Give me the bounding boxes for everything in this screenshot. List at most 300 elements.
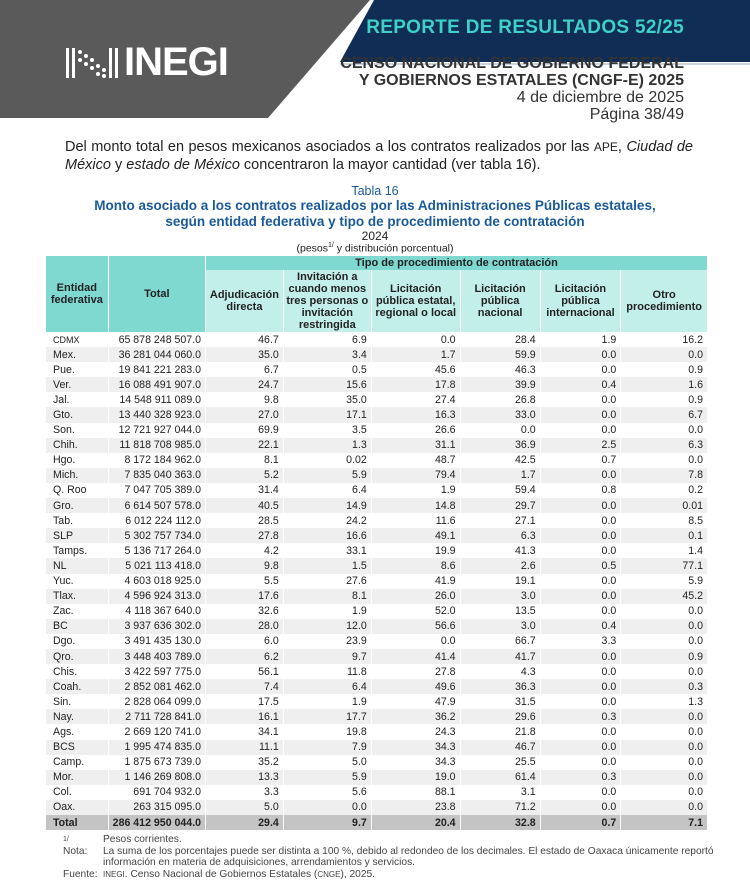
value-cell: 4 603 018 925.0	[124, 575, 202, 588]
table-row	[46, 438, 707, 453]
entity-cell: Mor.	[46, 770, 108, 785]
value-cell: 17.8	[372, 377, 460, 392]
value-cell: 5.9	[284, 468, 371, 483]
table-row	[46, 513, 707, 528]
fuente-text: ), 2025.	[340, 868, 376, 880]
entity-cell: Dgo.	[53, 635, 76, 648]
table-row	[46, 483, 707, 498]
fuente-cnge: CNGE	[317, 869, 341, 879]
value-cell: 5.9	[688, 575, 703, 588]
table-units	[0, 242, 750, 255]
units-footnote-ref: 1/	[328, 242, 334, 249]
value-cell: 59.9	[461, 347, 540, 362]
value-cell: 12 721 927 044.0	[118, 424, 202, 437]
value-cell: 2 852 081 462.0	[109, 679, 205, 694]
intro-ape: APE	[593, 140, 618, 154]
entity-cell: Jal.	[53, 393, 70, 406]
value-cell: 0.0	[541, 740, 621, 755]
value-cell: 0.0	[601, 393, 617, 406]
value-cell: 1 146 269 808.0	[109, 770, 205, 785]
value-cell: 3.4	[284, 347, 371, 362]
value-cell: 0.5	[352, 363, 367, 376]
entity-cell: Tlax.	[46, 589, 108, 604]
value-cell: 0.0	[621, 347, 707, 362]
value-cell: 5.9	[284, 770, 371, 785]
value-cell: 3.5	[352, 424, 367, 437]
value-cell: 0.4	[541, 377, 621, 392]
value-cell: 19.9	[434, 544, 456, 557]
value-cell: 27.4	[434, 393, 456, 406]
value-cell: 52.0	[434, 605, 456, 618]
table-row	[46, 453, 707, 468]
entity-cell: Sin.	[53, 695, 72, 708]
value-cell: 0.9	[621, 649, 707, 664]
table-row	[46, 407, 707, 422]
table-row	[46, 604, 707, 619]
inegi-logo	[66, 40, 228, 85]
value-cell: 28.0	[206, 619, 283, 634]
table-title-line1: Monto asociado a los contratos realizados por las Administraciones Públicas estatales,	[94, 198, 656, 213]
value-cell: 0.0	[688, 756, 703, 769]
value-cell: 0.0	[688, 635, 703, 648]
header-invitacion: Invitación a cuando menos tres personas o invitación restringida	[284, 270, 371, 332]
report-number: REPORTE DE RESULTADOS 52/25	[366, 17, 684, 38]
value-cell: 2 669 120 741.0	[124, 725, 202, 738]
fuente-inegi: INEGI	[103, 869, 125, 879]
table-year: 2024	[361, 229, 389, 243]
value-cell: 27.6	[346, 575, 367, 588]
value-cell: 3 491 435 130.0	[124, 635, 202, 648]
fuente-key: Fuente:	[63, 868, 98, 880]
value-cell: 0.0	[541, 679, 621, 694]
total-value: 20.4	[372, 815, 460, 830]
value-cell: 9.8	[264, 393, 279, 406]
intro-text: concentraron la mayor cantidad (ver tabla 16).	[239, 157, 541, 173]
value-cell: 3.0	[461, 589, 540, 604]
table-row	[46, 423, 707, 438]
value-cell: 41.3	[515, 544, 536, 557]
value-cell: 56.6	[372, 619, 460, 634]
table-row	[46, 664, 707, 679]
table-row	[46, 498, 707, 513]
header-otro: Otro procedimiento	[621, 270, 707, 332]
value-cell: 23.9	[346, 635, 367, 648]
table-row	[46, 800, 707, 815]
table-row	[46, 649, 707, 664]
value-cell: 2 711 728 841.0	[109, 709, 205, 724]
value-cell: 1 875 673 739.0	[124, 756, 202, 769]
census-header	[340, 55, 684, 123]
value-cell: 0.0	[621, 709, 707, 724]
entity-cell: Oax.	[46, 800, 108, 815]
report-date: 4 de diciembre de 2025	[516, 89, 684, 106]
value-cell: 16.1	[206, 709, 283, 724]
value-cell: 36.3	[461, 679, 540, 694]
value-cell: 13.5	[515, 605, 536, 618]
value-cell: 3.3	[601, 635, 617, 648]
value-cell: 65 878 248 507.0	[118, 333, 202, 346]
value-cell: 22.1	[206, 438, 283, 453]
value-cell: 31.1	[372, 438, 460, 453]
value-cell: 31.5	[515, 695, 536, 708]
value-cell: 17.1	[284, 407, 371, 422]
value-cell: 0.4	[541, 619, 621, 634]
value-cell: 77.1	[621, 558, 707, 573]
value-cell: 24.2	[346, 514, 367, 527]
value-cell: 691 704 932.0	[133, 786, 202, 799]
value-cell: 7.8	[621, 468, 707, 483]
value-cell: 29.6	[461, 709, 540, 724]
value-cell: 1 995 474 835.0	[109, 740, 205, 755]
value-cell: 5 136 717 264.0	[124, 544, 202, 557]
value-cell: 17.7	[284, 709, 371, 724]
table-row	[46, 468, 707, 483]
value-cell: 48.7	[434, 454, 456, 467]
value-cell: 39.9	[461, 377, 540, 392]
header-licitacion-estatal: Licitación pública estatal, regional o local	[372, 270, 460, 332]
table-row	[46, 362, 707, 377]
value-cell: 40.5	[206, 498, 283, 513]
header-entidad: Entidad federativa	[46, 256, 108, 332]
value-cell: 23.8	[372, 800, 460, 815]
value-cell: 1.6	[621, 377, 707, 392]
value-cell: 0.3	[621, 679, 707, 694]
value-cell: 16 088 491 907.0	[109, 377, 205, 392]
entity-cell: Q. Roo	[53, 484, 87, 497]
value-cell: 41.4	[372, 649, 460, 664]
table-row	[46, 694, 707, 709]
entity-cell: Ags.	[53, 725, 75, 738]
value-cell: 6.4	[352, 484, 367, 497]
value-cell: 5 021 113 418.0	[109, 558, 205, 573]
value-cell: 1.7	[461, 468, 540, 483]
table-row	[46, 543, 707, 558]
value-cell: 34.3	[434, 756, 456, 769]
value-cell: 34.1	[258, 725, 279, 738]
value-cell: 7.4	[206, 679, 283, 694]
total-label: Total	[46, 815, 108, 830]
value-cell: 0.0	[541, 347, 621, 362]
value-cell: 47.9	[434, 695, 456, 708]
total-value: 0.7	[541, 815, 621, 830]
table-row	[46, 724, 707, 739]
value-cell: 6.7	[621, 407, 707, 422]
table-row	[46, 377, 707, 392]
value-cell: 1.5	[284, 558, 371, 573]
value-cell: 46.7	[258, 333, 279, 346]
value-cell: 0.0	[284, 800, 371, 815]
value-cell: 69.9	[258, 424, 279, 437]
intro-text: Del monto total en pesos mexicanos asociados a los contratos realizados por las	[65, 139, 594, 155]
value-cell: 0.0	[688, 725, 703, 738]
value-cell: 16.2	[682, 333, 703, 346]
value-cell: 6.3	[461, 528, 540, 543]
value-cell: 11.6	[435, 514, 456, 527]
value-cell: 36 281 044 060.0	[109, 347, 205, 362]
header-adjudicacion: Adjudicación directa	[206, 270, 283, 332]
value-cell: 49.1	[372, 528, 460, 543]
value-cell: 6.0	[264, 635, 279, 648]
value-cell: 0.7	[601, 454, 617, 467]
value-cell: 14.9	[284, 498, 371, 513]
value-cell: 71.2	[461, 800, 540, 815]
value-cell: 4 596 924 313.0	[109, 589, 205, 604]
value-cell: 1.9	[352, 695, 367, 708]
value-cell: 0.0	[440, 635, 456, 648]
value-cell: 3 422 597 775.0	[124, 665, 202, 678]
entity-cell: BCS	[46, 740, 108, 755]
value-cell: 1.9	[440, 484, 456, 497]
value-cell: 27.8	[434, 665, 456, 678]
value-cell: 2.6	[461, 558, 540, 573]
value-cell: 1.9	[352, 605, 367, 618]
value-cell: 33.0	[461, 407, 540, 422]
value-cell: 15.6	[284, 377, 371, 392]
value-cell: 17.6	[206, 589, 283, 604]
value-cell: 3 448 403 789.0	[109, 649, 205, 664]
value-cell: 12.0	[284, 619, 371, 634]
value-cell: 0.0	[601, 605, 617, 618]
value-cell: 32.6	[258, 605, 279, 618]
table-title	[0, 198, 750, 229]
value-cell: 24.3	[434, 725, 456, 738]
value-cell: 9.7	[284, 649, 371, 664]
table-row	[46, 589, 707, 604]
value-cell: 19 841 221 283.0	[118, 363, 202, 376]
units-text: (pesos	[296, 242, 328, 255]
inegi-logo-text: INEGI	[124, 40, 228, 84]
value-cell: 25.5	[515, 756, 536, 769]
entity-cell: Coah.	[46, 679, 108, 694]
value-cell: 8.1	[264, 454, 279, 467]
entity-cell: Gro.	[46, 498, 108, 513]
value-cell: 5 302 757 734.0	[109, 528, 205, 543]
value-cell: 6.4	[284, 679, 371, 694]
table-row	[46, 679, 707, 694]
total-value: 9.7	[284, 815, 371, 830]
value-cell: 4.3	[520, 665, 536, 678]
value-cell: 0.1	[621, 528, 707, 543]
value-cell: 0.0	[621, 619, 707, 634]
intro-text: y	[110, 157, 127, 173]
value-cell: 3.1	[520, 786, 536, 799]
value-cell: 41.9	[434, 575, 456, 588]
value-cell: 2.5	[541, 438, 621, 453]
value-cell: 4.2	[264, 544, 279, 557]
value-cell: 0.0	[601, 665, 617, 678]
value-cell: 0.3	[541, 770, 621, 785]
value-cell: 0.0	[621, 740, 707, 755]
value-cell: 79.4	[372, 468, 460, 483]
value-cell: 16.3	[372, 407, 460, 422]
table-row	[46, 770, 707, 785]
nota-text: La suma de los porcentajes puede ser distinta a 100 %, debido al redondeo de los decimales. El estado de Oaxaca únicamente reportó información en materia de adquisiciones, arrendamientos y servicios.	[103, 845, 714, 868]
value-cell: 46.7	[461, 740, 540, 755]
value-cell: 0.0	[621, 800, 707, 815]
value-cell: 0.0	[601, 424, 617, 437]
value-cell: 0.0	[601, 544, 617, 557]
value-cell: 6.7	[264, 363, 279, 376]
value-cell: 35.0	[206, 347, 283, 362]
entity-cell: Zac.	[53, 605, 74, 618]
table-title-line2: según entidad federativa y tipo de procedimiento de contratación	[165, 213, 585, 229]
entity-cell: Chih.	[46, 438, 108, 453]
value-cell: 34.3	[372, 740, 460, 755]
value-cell: 0.0	[601, 575, 617, 588]
value-cell: 5.6	[352, 786, 367, 799]
value-cell: 1.9	[601, 333, 617, 346]
total-value: 32.8	[461, 815, 540, 830]
value-cell: 27.1	[515, 514, 536, 527]
value-cell: 66.7	[515, 635, 536, 648]
value-cell: 2 828 064 099.0	[124, 695, 202, 708]
entity-cell: Gto.	[46, 407, 108, 422]
value-cell: 3.3	[264, 786, 279, 799]
intro-text: ,	[617, 139, 627, 155]
value-cell: 27.8	[206, 528, 283, 543]
total-row	[46, 815, 707, 830]
entity-cell: Yuc.	[53, 575, 74, 588]
table-row	[46, 574, 707, 589]
entity-cell: CDMX	[53, 334, 80, 345]
contracts-table	[45, 256, 708, 830]
census-title-line1: CENSO NACIONAL DE GOBIERNO FEDERAL	[340, 55, 684, 72]
value-cell: 0.0	[601, 695, 617, 708]
value-cell: 0.0	[440, 333, 456, 346]
header-licitacion-internacional: Licitación pública internacional	[541, 270, 621, 332]
value-cell: 49.6	[372, 679, 460, 694]
units-text: y distribución porcentual)	[333, 242, 454, 255]
value-cell: 8.1	[284, 589, 371, 604]
value-cell: 0.0	[541, 649, 621, 664]
value-cell: 0.5	[541, 558, 621, 573]
table-row	[46, 709, 707, 724]
value-cell: 8 172 184 962.0	[124, 454, 202, 467]
value-cell: 0.02	[346, 454, 367, 467]
value-cell: 11 818 708 985.0	[109, 438, 205, 453]
value-cell: 61.4	[461, 770, 540, 785]
table-row	[46, 347, 707, 362]
total-value: 29.4	[206, 815, 283, 830]
nota-key: Nota:	[63, 845, 88, 857]
table-row	[46, 755, 707, 770]
entity-cell: Son.	[53, 424, 75, 437]
value-cell: 6.9	[352, 333, 367, 346]
value-cell: 45.2	[621, 589, 707, 604]
entity-cell: BC	[46, 619, 108, 634]
value-cell: 5.0	[352, 756, 367, 769]
total-value: 286 412 950 044.0	[109, 815, 205, 830]
value-cell: 26.8	[515, 393, 536, 406]
value-cell: 33.1	[346, 544, 367, 557]
census-title-line2: Y GOBIERNOS ESTATALES (CNGF-E) 2025	[358, 72, 684, 89]
entity-cell: Camp.	[53, 756, 85, 769]
entity-cell: Pue.	[53, 363, 75, 376]
value-cell: 29.7	[461, 498, 540, 513]
entity-cell: Nay.	[46, 709, 108, 724]
entity-cell: Hgo.	[53, 454, 76, 467]
value-cell: 0.0	[541, 407, 621, 422]
value-cell: 31.4	[258, 484, 279, 497]
value-cell: 6.2	[206, 649, 283, 664]
value-cell: 0.9	[688, 363, 703, 376]
value-cell: 0.0	[621, 770, 707, 785]
value-cell: 0.0	[601, 756, 617, 769]
value-cell: 19.0	[372, 770, 460, 785]
value-cell: 59.4	[515, 484, 536, 497]
value-cell: 6 012 224 112.0	[125, 514, 202, 527]
table-row	[46, 785, 707, 800]
value-cell: 14 548 911 089.0	[119, 393, 202, 406]
value-cell: 28.5	[258, 514, 279, 527]
value-cell: 0.0	[541, 498, 621, 513]
header-procedure-type: Tipo de procedimiento de contratación	[206, 256, 707, 270]
value-cell: 0.0	[688, 786, 703, 799]
table-row	[46, 634, 707, 649]
value-cell: 8.5	[688, 514, 703, 527]
value-cell: 46.3	[515, 363, 536, 376]
entity-cell: Ver.	[46, 377, 108, 392]
value-cell: 7 835 040 363.0	[109, 468, 205, 483]
value-cell: 3 937 636 302.0	[109, 619, 205, 634]
value-cell: 0.0	[601, 725, 617, 738]
entity-cell: Qro.	[46, 649, 108, 664]
value-cell: 0.01	[621, 498, 707, 513]
total-value: 7.1	[621, 815, 707, 830]
header-licitacion-nacional: Licitación pública nacional	[461, 270, 540, 332]
entity-cell: Tamps.	[53, 544, 88, 557]
value-cell: 0.0	[541, 589, 621, 604]
value-cell: 0.0	[520, 424, 536, 437]
table-row	[46, 558, 707, 573]
entity-cell: NL	[46, 558, 108, 573]
value-cell: 24.7	[206, 377, 283, 392]
table-row	[46, 528, 707, 543]
value-cell: 19.1	[515, 575, 536, 588]
value-cell: 6.3	[621, 438, 707, 453]
value-cell: 5.2	[206, 468, 283, 483]
value-cell: 45.6	[434, 363, 456, 376]
value-cell: 5.0	[206, 800, 283, 815]
value-cell: 11.8	[346, 665, 367, 678]
value-cell: 19.8	[346, 725, 367, 738]
entity-cell: Chis.	[53, 665, 78, 678]
entity-cell: Tab.	[53, 514, 74, 527]
value-cell: 0.8	[601, 484, 617, 497]
entity-cell: Col.	[53, 786, 72, 799]
value-cell: 0.3	[541, 709, 621, 724]
table-row	[46, 619, 707, 634]
value-cell: 42.5	[515, 454, 536, 467]
value-cell: 21.8	[515, 725, 536, 738]
value-cell: 26.6	[434, 424, 456, 437]
value-cell: 27.0	[206, 407, 283, 422]
footnote-text: Pesos corrientes.	[103, 834, 182, 845]
value-cell: 4 118 367 640.0	[125, 605, 202, 618]
value-cell: 3.0	[461, 619, 540, 634]
header-total: Total	[109, 256, 205, 332]
table-label: Tabla 16	[351, 184, 399, 198]
value-cell: 0.9	[688, 393, 703, 406]
value-cell: 8.6	[372, 558, 460, 573]
value-cell: 13.3	[206, 770, 283, 785]
value-cell: 36.9	[461, 438, 540, 453]
entity-cell: Mex.	[46, 347, 108, 362]
value-cell: 17.5	[258, 695, 279, 708]
value-cell: 14.8	[372, 498, 460, 513]
page-number: Página 38/49	[589, 106, 684, 123]
value-cell: 0.0	[601, 514, 617, 527]
